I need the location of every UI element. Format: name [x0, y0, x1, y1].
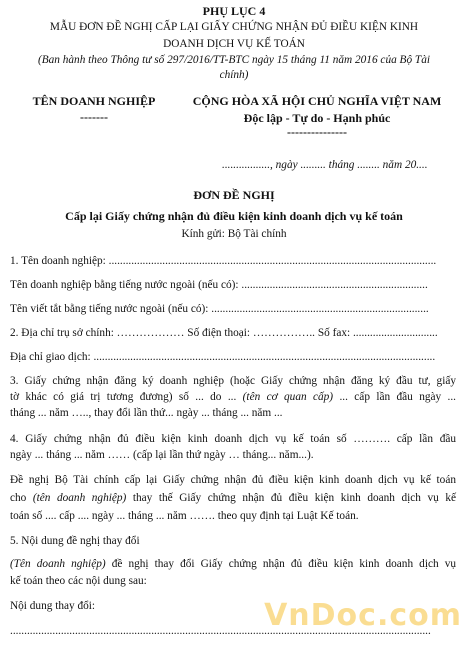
- title-line-1: MẪU ĐƠN ĐỀ NGHỊ CẤP LẠI GIẤY CHỨNG NHẬN ĐỦ ĐIỀU KIỆN KINH: [49, 21, 419, 33]
- request-line-3: toán số .... cấp .... ngày ... tháng ... năm ……. theo quy định tại Luật Kế toán.: [10, 510, 359, 522]
- company-name-label: TÊN DOANH NGHIỆP: [32, 94, 156, 108]
- change-request-line-2: kế toán theo các nội dung sau:: [10, 575, 147, 587]
- field-business-cert-line-1: 3. Giấy chứng nhận đăng ký doanh nghiệp (hoặc Giấy chứng nhận đăng ký đầu tư, giấy: [10, 375, 456, 387]
- subtitle-line-1: (Ban hành theo Thông tư số 297/2016/TT-BTC ngày 15 tháng 11 năm 2016 của Bộ Tài: [37, 54, 431, 66]
- title-line-2: DOANH DỊCH VỤ KẾ TOÁN: [163, 38, 305, 50]
- appendix-label: PHỤ LỤC 4: [202, 4, 266, 18]
- date-line: ................., ngày ......... tháng ........ năm 20....: [222, 159, 428, 171]
- field-company-name: 1. Tên doanh nghiệp: ....................................................................................................................: [10, 255, 437, 267]
- section-change-request: 5. Nội dung đề nghị thay đổi: [10, 535, 140, 547]
- change-content-label: Nội dung thay đổi:: [10, 600, 96, 612]
- field-business-cert-line-3: tháng ... năm ….., thay đổi lần thứ... ngày ... tháng ... năm ...: [10, 407, 283, 419]
- field-accounting-cert-line-2: ngày ... tháng ... năm …… (cấp lại lần thứ ngày … tháng... năm...).: [10, 449, 314, 461]
- request-line-2: cho (tên doanh nghiệp) thay thế Giấy chứng nhận đủ điều kiện kinh doanh dịch vụ kế: [10, 492, 457, 504]
- issuer-placeholder: (tên cơ quan cấp): [242, 391, 334, 403]
- form-recipient: Kính gửi: Bộ Tài chính: [181, 228, 287, 240]
- form-title: ĐƠN ĐỀ NGHỊ: [193, 188, 275, 202]
- subtitle-line-2: chính): [219, 69, 249, 81]
- field-head-office: 2. Địa chỉ trụ sở chính: ……………… Số điện thoại: …………….. Số fax: ..............................: [10, 327, 438, 339]
- change-content-dots: .....................................................................................................................................................: [10, 625, 431, 637]
- change-request-line-1: (Tên doanh nghiệp) đề nghị thay đổi Giấy chứng nhận đủ điều kiện kinh doanh dịch vụ: [10, 558, 456, 570]
- national-motto: Độc lập - Tự do - Hạnh phúc: [243, 111, 391, 125]
- field-accounting-cert-line-1: 4. Giấy chứng nhận đủ điều kiện kinh doanh dịch vụ kế toán số ………. cấp lần đầu: [10, 433, 456, 445]
- field-transaction-address: Địa chỉ giao dịch: .........................................................................................................................: [10, 351, 436, 363]
- motto-dashes: ---------------: [287, 125, 347, 139]
- field-company-abbr-name: Tên viết tắt bằng tiếng nước ngoài (nếu có): .............................................................................: [10, 303, 429, 315]
- form-subject: Cấp lại Giấy chứng nhận đủ điều kiện kinh doanh dịch vụ kế toán: [65, 209, 403, 223]
- field-business-cert-line-2: tờ khác có giá trị tương đương) số ... do ... (tên cơ quan cấp) ... cấp lần đầu ngày ...: [10, 391, 457, 403]
- company-dashes: -------: [80, 110, 108, 124]
- field-company-foreign-name: Tên doanh nghiệp bằng tiếng nước ngoài (nếu có): ..................................................................: [10, 279, 428, 291]
- request-line-1: Đề nghị Bộ Tài chính cấp lại Giấy chứng nhận đủ điều kiện kinh doanh dịch vụ kế toán: [10, 474, 456, 486]
- company-placeholder: (tên doanh nghiệp): [32, 492, 127, 504]
- company-placeholder-2: (Tên doanh nghiệp): [10, 558, 106, 570]
- vndoc-watermark: VnDoc.com: [264, 598, 462, 633]
- country-name: CỘNG HÒA XÃ HỘI CHỦ NGHĨA VIỆT NAM: [192, 94, 442, 108]
